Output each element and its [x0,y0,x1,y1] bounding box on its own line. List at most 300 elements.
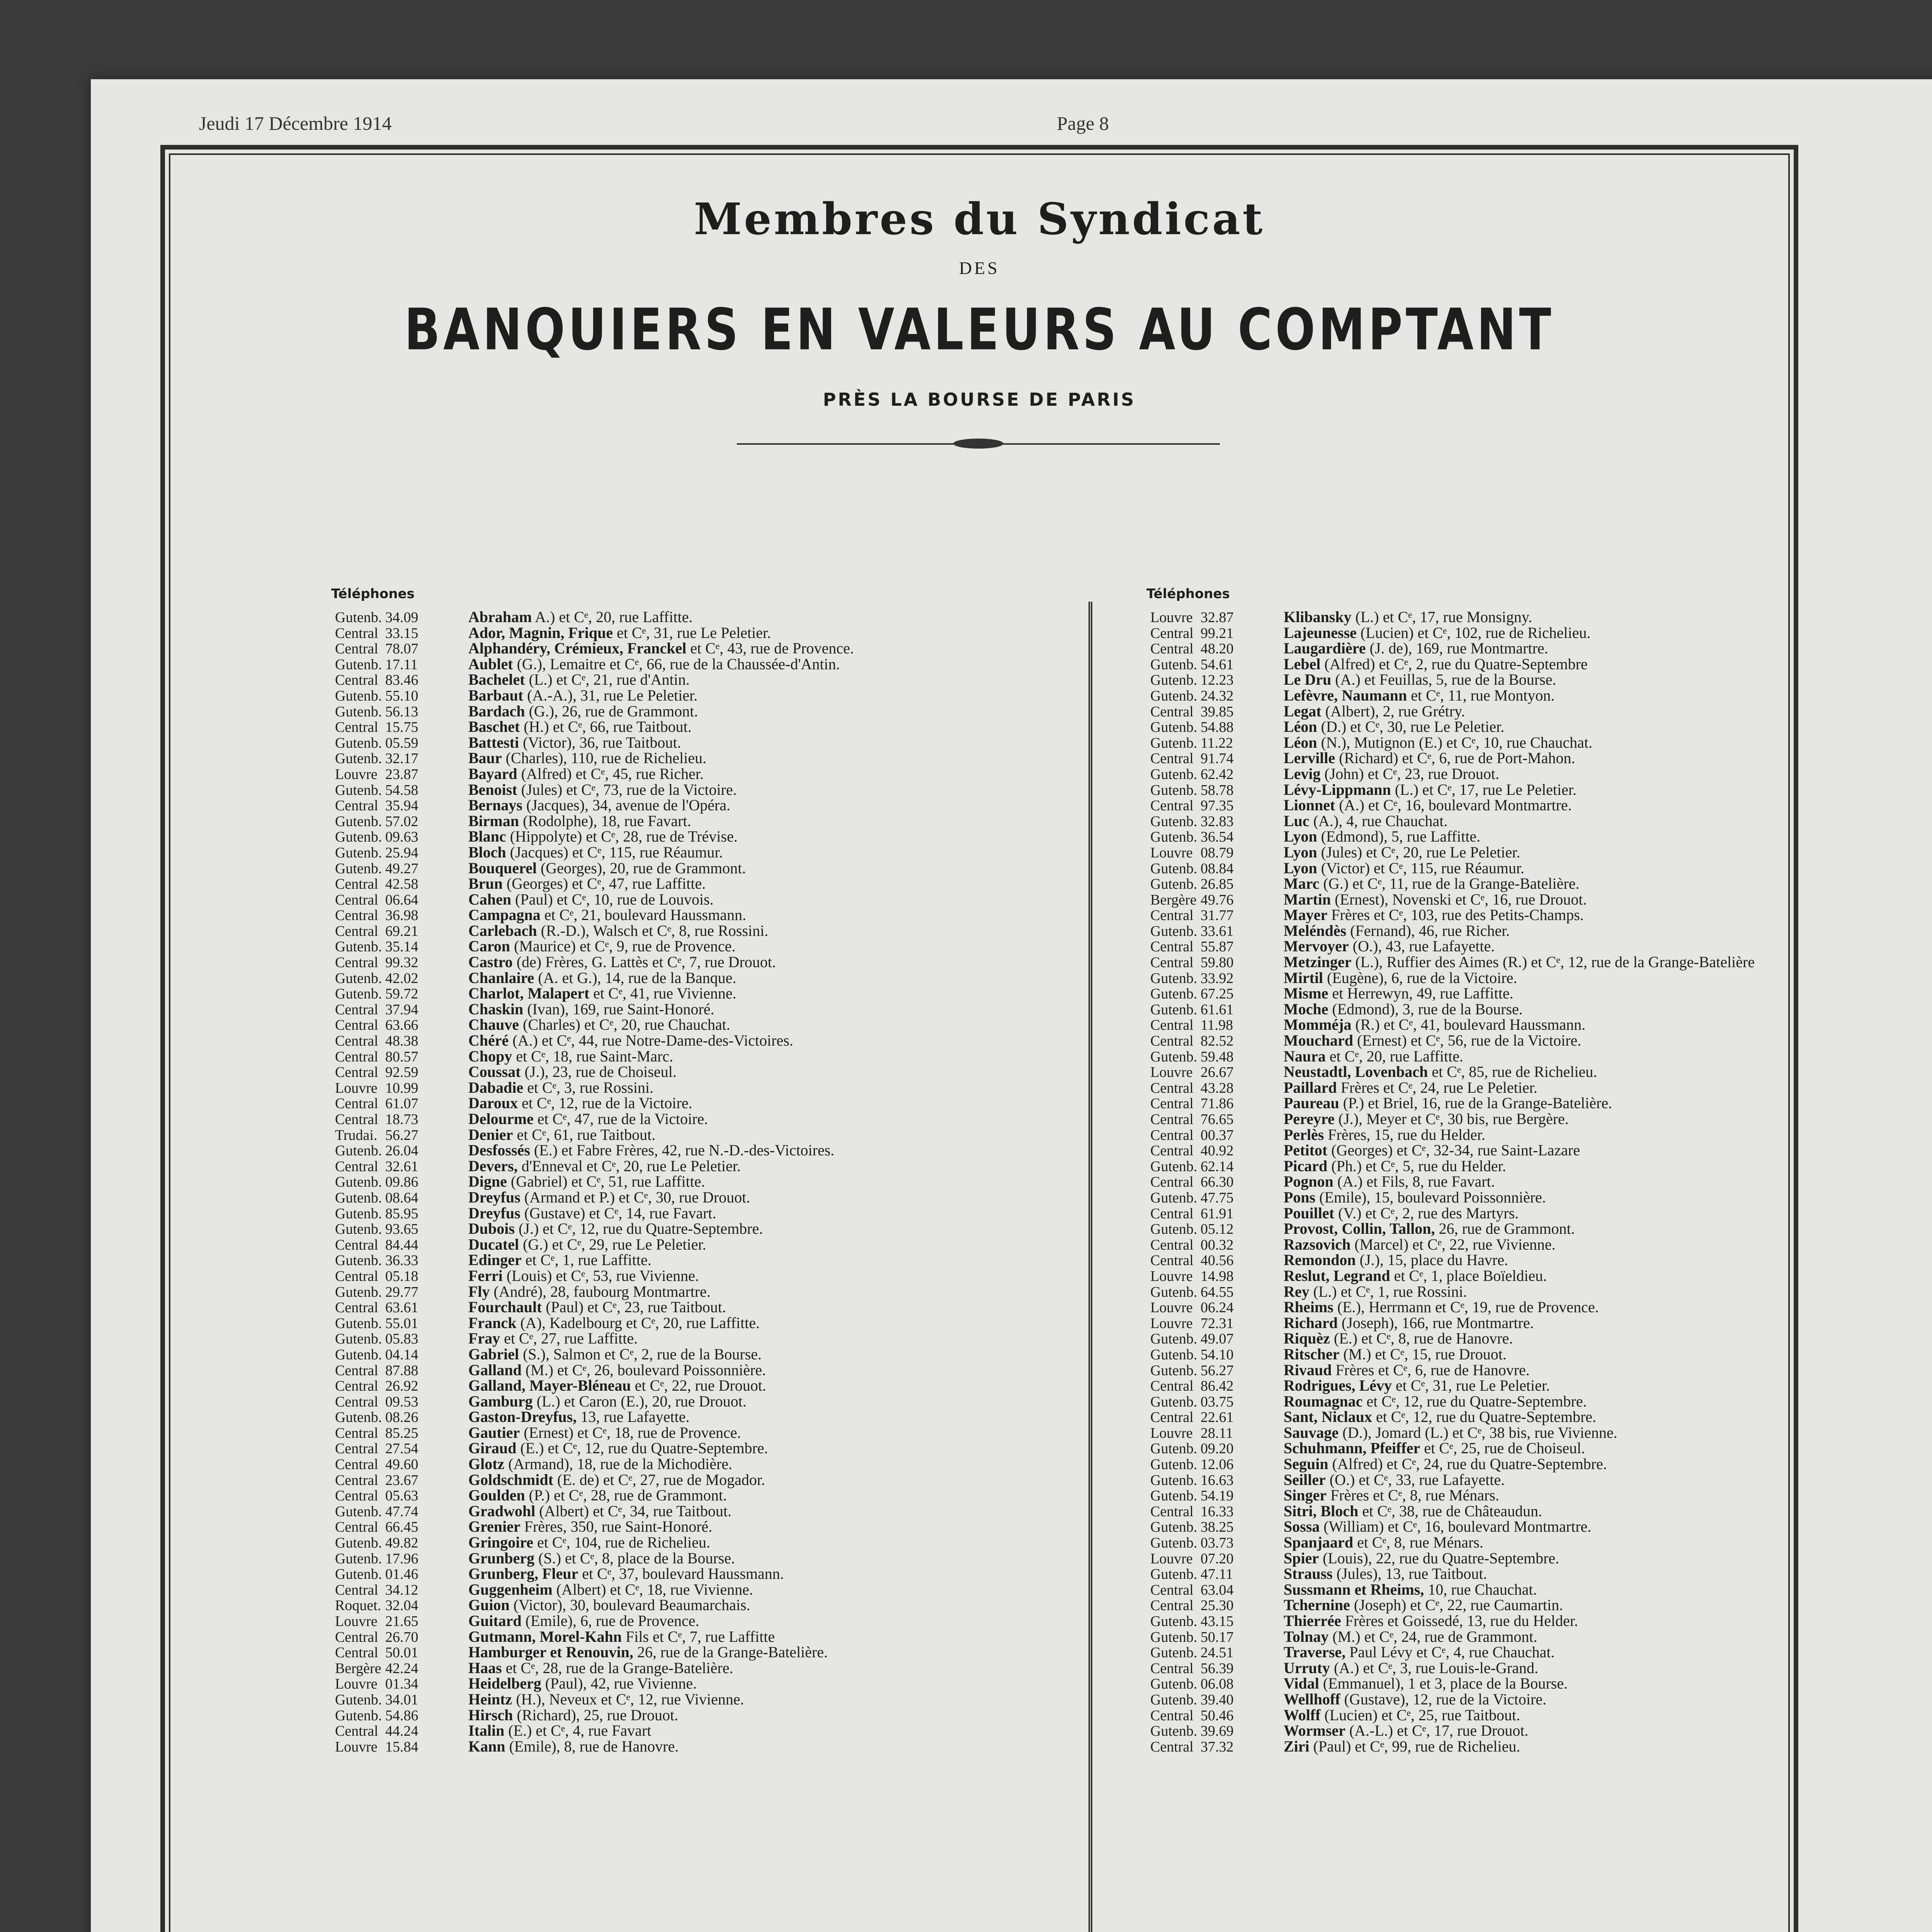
member-address: (Emmanuel), 1 et 3, place de la Bourse. [1323,1675,1568,1692]
member-name: Sant, Niclaux [1284,1408,1372,1426]
member-row [335,1252,854,1268]
member-name: Cahen [468,890,512,908]
member-phone: 31.77 [1201,907,1234,924]
member-exchange: Central [335,1017,378,1034]
member-phone: 32.87 [1201,609,1234,626]
title-line2: DES [959,258,1000,278]
member-name: Ziri [1284,1737,1310,1755]
member-exchange: Gutenb. [335,1205,382,1222]
member-phone: 12.23 [1201,672,1234,689]
member-row [1150,1002,1755,1017]
member-row [335,1174,854,1190]
member-name: Dreyfus [468,1188,520,1206]
member-phone: 76.65 [1201,1111,1234,1128]
member-phone: 16.33 [1201,1503,1234,1520]
member-address: 26, rue de Grammont. [1439,1220,1575,1238]
member-exchange: Gutenb. [335,1331,382,1347]
member-address: et Cᵉ, 3, rue Rossini. [527,1078,654,1096]
member-address: (Marcel) et Cᵉ, 22, rue Vivienne. [1354,1235,1556,1253]
member-exchange: Gutenb. [1150,1456,1197,1473]
member-phone: 54.10 [1201,1346,1234,1363]
member-address: (Victor), 30, boulevard Beaumarchais. [513,1596,750,1614]
member-row [335,813,854,829]
member-phone: 33.92 [1201,970,1234,986]
members-list-left [335,609,854,1754]
member-address: (Paul), 42, rue Vivienne. [545,1675,697,1692]
member-row [335,861,854,876]
member-phone: 04.14 [385,1346,418,1363]
member-exchange: Central [335,1378,378,1395]
member-name: Galland, Mayer-Bléneau [468,1377,631,1395]
member-address: (J.) et Cᵉ, 12, rue du Quatre-Septembre. [519,1220,763,1238]
member-phone: 61.91 [1201,1205,1234,1222]
member-name: Chéré [468,1032,509,1049]
member-exchange: Central [1150,798,1194,814]
member-name: Grenier [468,1518,520,1536]
member-exchange: Central [335,625,378,641]
member-address: (Albert), 2, rue Grétry. [1325,702,1465,720]
member-address: et Cᵉ, 18, rue Saint-Marc. [516,1047,673,1065]
member-name: Urruty [1284,1659,1330,1677]
member-name: Laugardière [1284,639,1366,657]
member-exchange: Gutenb. [1150,1362,1197,1379]
member-name: Gringoire [468,1534,534,1551]
member-phone: 86.42 [1201,1378,1234,1395]
member-row [1150,1566,1755,1582]
member-phone: 26.04 [385,1143,418,1159]
member-phone: 54.58 [385,782,418,798]
member-name: Ritscher [1284,1345,1340,1363]
member-row [335,1708,854,1723]
member-address: (Alfred) et Cᵉ, 45, rue Richer. [521,765,704,782]
member-phone: 40.92 [1201,1143,1234,1159]
member-phone: 26.92 [385,1378,418,1395]
member-phone: 00.37 [1201,1127,1234,1143]
member-exchange: Gutenb. [1150,1331,1197,1347]
member-row [335,1221,854,1237]
member-phone: 42.02 [385,970,418,986]
member-address: (Ernest), Novenski et Cᵉ, 16, rue Drouot. [1335,890,1587,908]
member-phone: 09.86 [385,1174,418,1190]
member-exchange: Central [335,1111,378,1128]
member-address: (J.), 23, rue de Choiseul. [524,1063,677,1081]
member-address: et Cᵉ, 11, rue Montyon. [1411,686,1555,704]
member-exchange: Central [1150,641,1194,657]
member-exchange: Gutenb. [1150,1440,1197,1457]
member-address: (Georges), 20, rue de Grammont. [541,859,746,877]
member-name: Glotz [468,1455,505,1473]
member-address: (Emile), 15, boulevard Poissonnière. [1319,1188,1546,1206]
member-exchange: Central [1150,1409,1194,1426]
member-name: Battesti [468,733,519,751]
member-row [1150,1708,1755,1723]
member-exchange: Gutenb. [335,1707,382,1724]
member-address: (V.) et Cᵉ, 2, rue des Martyrs. [1338,1204,1519,1222]
phones-header-left: Téléphones [331,586,415,602]
member-address: (Gustave) et Cᵉ, 14, rue Favart. [524,1204,716,1222]
member-address: (O.) et Cᵉ, 33, rue Lafayette. [1329,1471,1505,1488]
member-name: Pouillet [1284,1204,1335,1222]
member-row [1150,813,1755,829]
member-name: Mayer [1284,906,1328,924]
member-address: (Joseph), 166, rue Montmartre. [1342,1314,1534,1332]
member-exchange: Gutenb. [335,735,382,751]
member-address: (E.) et Fabre Frères, 42, rue N.-D.-des-Victoires. [534,1141,835,1159]
member-row [335,1660,854,1676]
member-name: Ador, Magnin, Frique [468,624,613,641]
member-address: Frères, 15, rue du Helder. [1328,1126,1486,1143]
member-name: Lyon [1284,843,1317,861]
member-phone: 48.38 [385,1033,418,1049]
member-row [1150,1299,1755,1315]
member-phone: 17.11 [385,656,418,673]
member-phone: 03.73 [1201,1535,1234,1551]
member-exchange: Gutenb. [335,1535,382,1551]
member-row [1150,1268,1755,1284]
member-name: Lefèvre, Naumann [1284,686,1407,704]
member-phone: 55.10 [385,687,418,704]
member-exchange: Central [335,1472,378,1488]
member-row [1150,672,1755,688]
member-row [335,845,854,861]
member-exchange: Central [335,1001,378,1018]
member-exchange: Gutenb. [335,750,382,767]
member-exchange: Central [335,1268,378,1284]
member-row [335,1409,854,1425]
member-exchange: Gutenb. [1150,719,1197,736]
member-name: Campagna [468,906,541,924]
member-phone: 48.20 [1201,641,1234,657]
member-name: Rivaud [1284,1361,1332,1379]
member-address: (O.), 43, rue Lafayette. [1352,937,1495,955]
member-address: A.) et Cᵉ, 20, rue Laffitte. [535,608,693,626]
member-address: (L.) et Cᵉ, 1, rue Rossini. [1313,1282,1467,1300]
member-address: (L.), Ruffier des Aimes (R.) et Cᵉ, 12, rue de la Grange-Batelière [1355,953,1755,971]
member-row [1150,907,1755,923]
member-name: Brun [468,875,503,893]
member-phone: 42.58 [385,876,418,893]
member-name: Gutmann, Morel-Kahn [468,1628,622,1645]
member-row [1150,829,1755,845]
member-phone: 33.15 [385,625,418,641]
member-name: Blanc [468,828,506,845]
member-name: Momméja [1284,1016,1352,1034]
member-exchange: Central [1150,1143,1194,1159]
member-exchange: Central [335,891,378,908]
member-exchange: Gutenb. [335,1409,382,1426]
member-address: et Cᵉ, 47, rue de la Victoire. [537,1110,708,1128]
member-row [1150,939,1755,954]
member-exchange: Central [1150,1738,1194,1755]
member-exchange: Roquet. [335,1597,381,1614]
member-phone: 50.17 [1201,1629,1234,1645]
member-exchange: Gutenb. [335,1143,382,1159]
member-row [335,609,854,625]
member-name: Alphandéry, Crémieux, Franckel [468,639,687,657]
member-name: Sossa [1284,1518,1320,1536]
member-name: Roumagnac [1284,1392,1363,1410]
member-phone: 54.61 [1201,656,1234,673]
member-row [1150,1488,1755,1503]
member-row [1150,1033,1755,1049]
member-address: (A.) et Feuillas, 5, rue de la Bourse. [1335,671,1556,689]
member-phone: 59.80 [1201,954,1234,971]
member-address: (Albert) et Cᵉ, 34, rue Taitbout. [539,1502,732,1520]
member-phone: 05.63 [385,1488,418,1504]
member-row [1150,1723,1755,1739]
member-address: (Alfred) et Cᵉ, 24, rue du Quatre-Septembre. [1332,1455,1607,1473]
member-address: (R.-D.), Walsch et Cᵉ, 8, rue Rossini. [541,922,769,939]
member-name: Misme [1284,985,1328,1002]
member-exchange: Gutenb. [335,1315,382,1332]
member-address: (Ivan), 169, rue Saint-Honoré. [527,1000,714,1018]
member-name: Lebel [1284,655,1321,673]
member-exchange: Central [1150,1236,1194,1253]
member-exchange: Gutenb. [335,1252,382,1269]
member-name: Fray [468,1330,500,1347]
member-address: et Cᵉ, 12, rue du Quatre-Septembre. [1376,1408,1597,1426]
member-name: Wormser [1284,1722,1345,1740]
member-exchange: Gutenb. [335,1174,382,1190]
member-name: Petitot [1284,1141,1328,1159]
page-number: Page 8 [1057,112,1109,134]
member-row [335,1080,854,1096]
member-phone: 24.32 [1201,687,1234,704]
member-phone: 26.70 [385,1629,418,1645]
member-row [1150,1613,1755,1629]
member-exchange: Gutenb. [1150,782,1197,798]
member-name: Pons [1284,1188,1316,1206]
page-header [199,112,1932,143]
member-address: Frères et Goissedé, 13, rue du Helder. [1345,1612,1578,1629]
member-address: (G.) et Cᵉ, 11, rue de la Grange-Batelière. [1323,875,1580,893]
member-phone: 35.94 [385,798,418,814]
member-exchange: Central [335,1048,378,1065]
member-row [335,1190,854,1206]
member-exchange: Central [335,1299,378,1316]
member-name: Bardach [468,702,525,720]
member-phone: 62.42 [1201,766,1234,782]
member-phone: 36.54 [1201,829,1234,845]
member-row [1150,1080,1755,1096]
member-row [335,1237,854,1253]
member-address: Frères et Cᵉ, 24, rue Le Peletier. [1340,1078,1537,1096]
member-row [335,1378,854,1394]
member-address: et Cᵉ, 21, boulevard Haussmann. [544,906,747,924]
member-address: Frères et Cᵉ, 103, rue des Petits-Champs. [1331,906,1584,924]
member-phone: 08.26 [385,1409,418,1426]
member-row [1150,1064,1755,1080]
member-address: (S.), Salmon et Cᵉ, 2, rue de la Bourse. [523,1345,762,1363]
member-name: Rheims [1284,1298,1333,1316]
member-address: (M.) et Cᵉ, 24, rue de Grammont. [1332,1628,1537,1645]
member-phone: 82.52 [1201,1033,1234,1049]
member-name: Paureau [1284,1094,1339,1112]
member-phone: 10.99 [385,1080,418,1096]
member-phone: 05.59 [385,735,418,751]
member-name: Chauve [468,1016,519,1034]
member-exchange: Central [335,1645,378,1661]
member-exchange: Central [1150,954,1194,971]
member-exchange: Central [335,1236,378,1253]
member-row [335,1566,854,1582]
member-row [1150,1331,1755,1347]
member-phone: 64.55 [1201,1284,1234,1300]
member-address: (A. et G.), 14, rue de la Banque. [538,969,736,986]
member-phone: 09.20 [1201,1440,1234,1457]
member-row [1150,735,1755,751]
member-phone: 24.51 [1201,1645,1234,1661]
member-address: (Alfred) et Cᵉ, 2, rue du Quatre-Septembre [1324,655,1588,673]
member-address: et Cᵉ, 61, rue Taitbout. [517,1126,656,1143]
member-phone: 99.21 [1201,625,1234,641]
member-name: Gaston-Dreyfus, [468,1408,577,1426]
member-phone: 25.30 [1201,1597,1234,1614]
member-phone: 06.64 [385,891,418,908]
member-row [335,1049,854,1065]
member-name: Léon [1284,733,1317,751]
member-phone: 99.32 [385,954,418,971]
member-row [335,1268,854,1284]
member-exchange: Gutenb. [1150,1519,1197,1536]
member-address: et Cᵉ, 22, rue Drouot. [634,1377,766,1395]
member-address: (A.) et Cᵉ, 3, rue Louis-le-Grand. [1333,1659,1538,1677]
member-name: Baschet [468,718,520,736]
member-address: (Ph.) et Cᵉ, 5, rue du Helder. [1331,1157,1506,1175]
members-list-right [1150,609,1755,1754]
member-address: (A.), 4, rue Chauchat. [1313,812,1448,830]
member-phone: 49.82 [385,1535,418,1551]
member-phone: 05.83 [385,1331,418,1347]
member-exchange: Central [1150,1582,1194,1598]
member-exchange: Central [335,1425,378,1441]
title-line3: BANQUIERS EN VALEURS AU COMPTANT [404,296,1554,363]
member-address: (P.) et Cᵉ, 28, rue de Grammont. [529,1486,727,1504]
member-address: Frères et Cᵉ, 6, rue de Hanovre. [1335,1361,1530,1379]
member-phone: 34.09 [385,609,418,626]
member-exchange: Louvre [335,766,378,782]
member-phone: 84.44 [385,1236,418,1253]
member-exchange: Gutenb. [1150,1566,1197,1583]
member-address: (S.) et Cᵉ, 8, place de la Bourse. [538,1549,735,1567]
member-phone: 56.27 [1201,1362,1234,1379]
member-address: Frères et Cᵉ, 8, rue Ménars. [1330,1486,1499,1504]
member-phone: 43.28 [1201,1080,1234,1096]
member-exchange: Central [1150,703,1194,720]
member-name: Marc [1284,875,1320,893]
member-exchange: Gutenb. [335,829,382,845]
member-phone: 50.46 [1201,1707,1234,1724]
member-exchange: Gutenb. [335,986,382,1002]
member-address: (Paul) et Cᵉ, 23, rue Taitbout. [546,1298,726,1316]
member-phone: 49.27 [385,860,418,877]
member-phone: 63.66 [385,1017,418,1034]
member-address: (Eugène), 6, rue de la Victoire. [1327,969,1517,986]
member-row [335,782,854,798]
member-name: Klibansky [1284,608,1352,626]
member-phone: 63.61 [385,1299,418,1316]
member-address: (D.), Jomard (L.) et Cᵉ, 38 bis, rue Vivienne. [1342,1423,1617,1441]
member-exchange: Central [335,1095,378,1112]
member-phone: 66.30 [1201,1174,1234,1190]
member-phone: 54.19 [1201,1488,1234,1504]
member-address: (J.), 15, place du Havre. [1359,1251,1508,1269]
member-exchange: Central [1150,1127,1194,1143]
member-address: et Cᵉ, 85, rue de Richelieu. [1432,1063,1597,1081]
member-address: (Fernand), 46, rue Richer. [1350,922,1510,939]
member-address: (P.) et Briel, 16, rue de la Grange-Batelière. [1343,1094,1612,1112]
member-exchange: Gutenb. [1150,1488,1197,1504]
member-row [1150,1174,1755,1190]
member-exchange: Gutenb. [1150,1001,1197,1018]
member-row [1150,1190,1755,1206]
member-exchange: Gutenb. [1150,1158,1197,1175]
member-address: et Cᵉ, 25, rue de Choiseul. [1424,1439,1585,1457]
member-name: Kann [468,1737,505,1755]
member-name: Lerville [1284,749,1335,767]
member-name: Gabriel [468,1345,519,1363]
member-exchange: Central [1150,1080,1194,1096]
member-row [1150,1143,1755,1158]
member-exchange: Gutenb. [335,1550,382,1567]
member-exchange: Gutenb. [1150,1472,1197,1488]
member-name: Hirsch [468,1706,513,1724]
member-phone: 56.13 [385,703,418,720]
member-phone: 09.63 [385,829,418,845]
member-exchange: Gutenb. [1150,672,1197,689]
member-phone: 08.79 [1201,844,1234,861]
member-address: (N.), Mutignon (E.) et Cᵉ, 10, rue Chauchat. [1321,733,1593,751]
member-address: (Ernest) et Cᵉ, 18, rue de Provence. [524,1423,741,1441]
member-row [1150,1394,1755,1410]
member-row [335,1723,854,1739]
member-row [1150,1629,1755,1645]
member-row [335,1143,854,1158]
member-phone: 11.22 [1201,735,1233,751]
member-name: Moche [1284,1000,1328,1018]
member-exchange: Central [1150,1095,1194,1112]
member-phone: 26.67 [1201,1064,1234,1081]
member-name: Mouchard [1284,1032,1353,1049]
member-exchange: Louvre [1150,1268,1193,1284]
member-name: Bayard [468,765,517,782]
member-name: Lionnet [1284,796,1335,814]
member-phone: 39.69 [1201,1723,1234,1740]
member-name: Ducatel [468,1235,519,1253]
member-exchange: Gutenb. [335,703,382,720]
member-address: (Victor), 36, rue Taitbout. [523,733,681,751]
member-exchange: Central [335,1158,378,1175]
member-row [335,1064,854,1080]
member-row [1150,688,1755,704]
member-exchange: Louvre [335,1738,378,1755]
member-name: Dabadie [468,1078,524,1096]
member-name: Levig [1284,765,1321,782]
member-address: et Cᵉ, 28, rue de la Grange-Batelière. [505,1659,733,1677]
member-phone: 49.76 [1201,891,1234,908]
member-address: (Charles), 110, rue de Richelieu. [505,749,707,767]
member-address: (J.), Meyer et Cᵉ, 30 bis, rue Bergère. [1338,1110,1569,1128]
member-exchange: Central [1150,1033,1194,1049]
member-name: Goldschmidt [468,1471,554,1488]
member-row [1150,1347,1755,1362]
member-row [335,735,854,751]
member-name: Razsovich [1284,1235,1351,1253]
member-name: Franck [468,1314,517,1332]
member-phone: 50.01 [385,1645,418,1661]
member-exchange: Gutenb. [1150,860,1197,877]
member-row [335,1739,854,1755]
